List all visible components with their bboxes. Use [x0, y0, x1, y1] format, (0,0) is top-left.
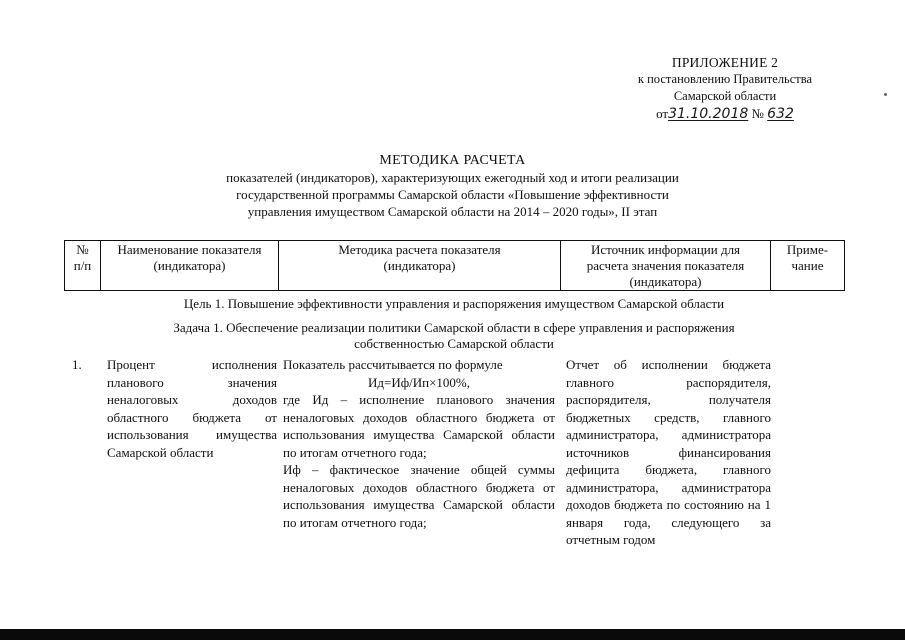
number-prefix: № — [751, 106, 764, 121]
methodology-desc-3: управления имуществом Самарской области на 2014 – 2020 годы», II этап — [247, 204, 658, 219]
method-intro: Показатель рассчитывается по формуле — [283, 357, 503, 372]
methodology-heading — [120, 152, 785, 220]
appendix-line-1: к постановлению Правительства — [637, 72, 813, 86]
appendix-title: ПРИЛОЖЕНИЕ 2 — [671, 55, 779, 70]
row-1-indicator-name: Процент исполнения планового значения неналоговых доходов областного бюджета от использования имущества Самарской области — [107, 357, 277, 460]
appendix-line-2: Самарской области — [673, 89, 777, 103]
header-col-number: № п/п — [65, 241, 101, 291]
goal-heading: Цель 1. Повышение эффективности управления и распоряжения имуществом Самарской области — [183, 296, 725, 311]
task-heading: Задача 1. Обеспечение реализации политики Самарской области в сфере управления и распоряжения собственностью Самарской области — [173, 320, 735, 351]
indicator-table-header — [64, 240, 845, 291]
row-1-number: 1. — [72, 357, 82, 372]
header-col-method: Методика расчета показателя (индикатора) — [279, 241, 561, 291]
scan-bottom-edge — [0, 629, 905, 640]
methodology-title: МЕТОДИКА РАСЧЕТА — [379, 153, 526, 168]
row-1-method — [283, 356, 555, 531]
method-formula: Ид=Иф/Ип×100%, — [367, 374, 470, 390]
row-1-source: Отчет об исполнении бюджета главного распорядителя, распорядителя, получателя бюджетных средств, главного администратора, администратора источников финансирования дефицита бюджета, главного администратора, администратора доходов бюджета по состоянию на 1 января года, следующего за отчетным годом — [566, 357, 771, 547]
methodology-desc-1: показателей (индикаторов), характеризующих ежегодный ход и итоги реализации — [226, 170, 679, 185]
header-col-name: Наименование показателя (индикатора) — [101, 241, 279, 291]
method-paragraph-1: где Ид – исполнение планового значения неналоговых доходов областного бюджета от использования имущества Самарской области по итогам отчетного года; — [283, 392, 555, 460]
handwritten-number: 632 — [767, 106, 794, 122]
header-col-note: Приме- чание — [771, 241, 845, 291]
scan-speck — [884, 93, 887, 96]
methodology-desc-2: государственной программы Самарской области «Повышение эффективности — [236, 187, 669, 202]
method-paragraph-2: Иф – фактическое значение общей суммы неналоговых доходов областного бюджета от использования имущества Самарской области по итогам отчетного года; — [283, 462, 555, 530]
appendix-block — [560, 54, 890, 123]
header-col-source: Источник информации для расчета значения показателя (индикатора) — [561, 241, 771, 291]
appendix-date-line — [560, 105, 890, 123]
date-prefix: от — [656, 106, 669, 121]
handwritten-date: 31.10.2018 — [668, 106, 749, 122]
